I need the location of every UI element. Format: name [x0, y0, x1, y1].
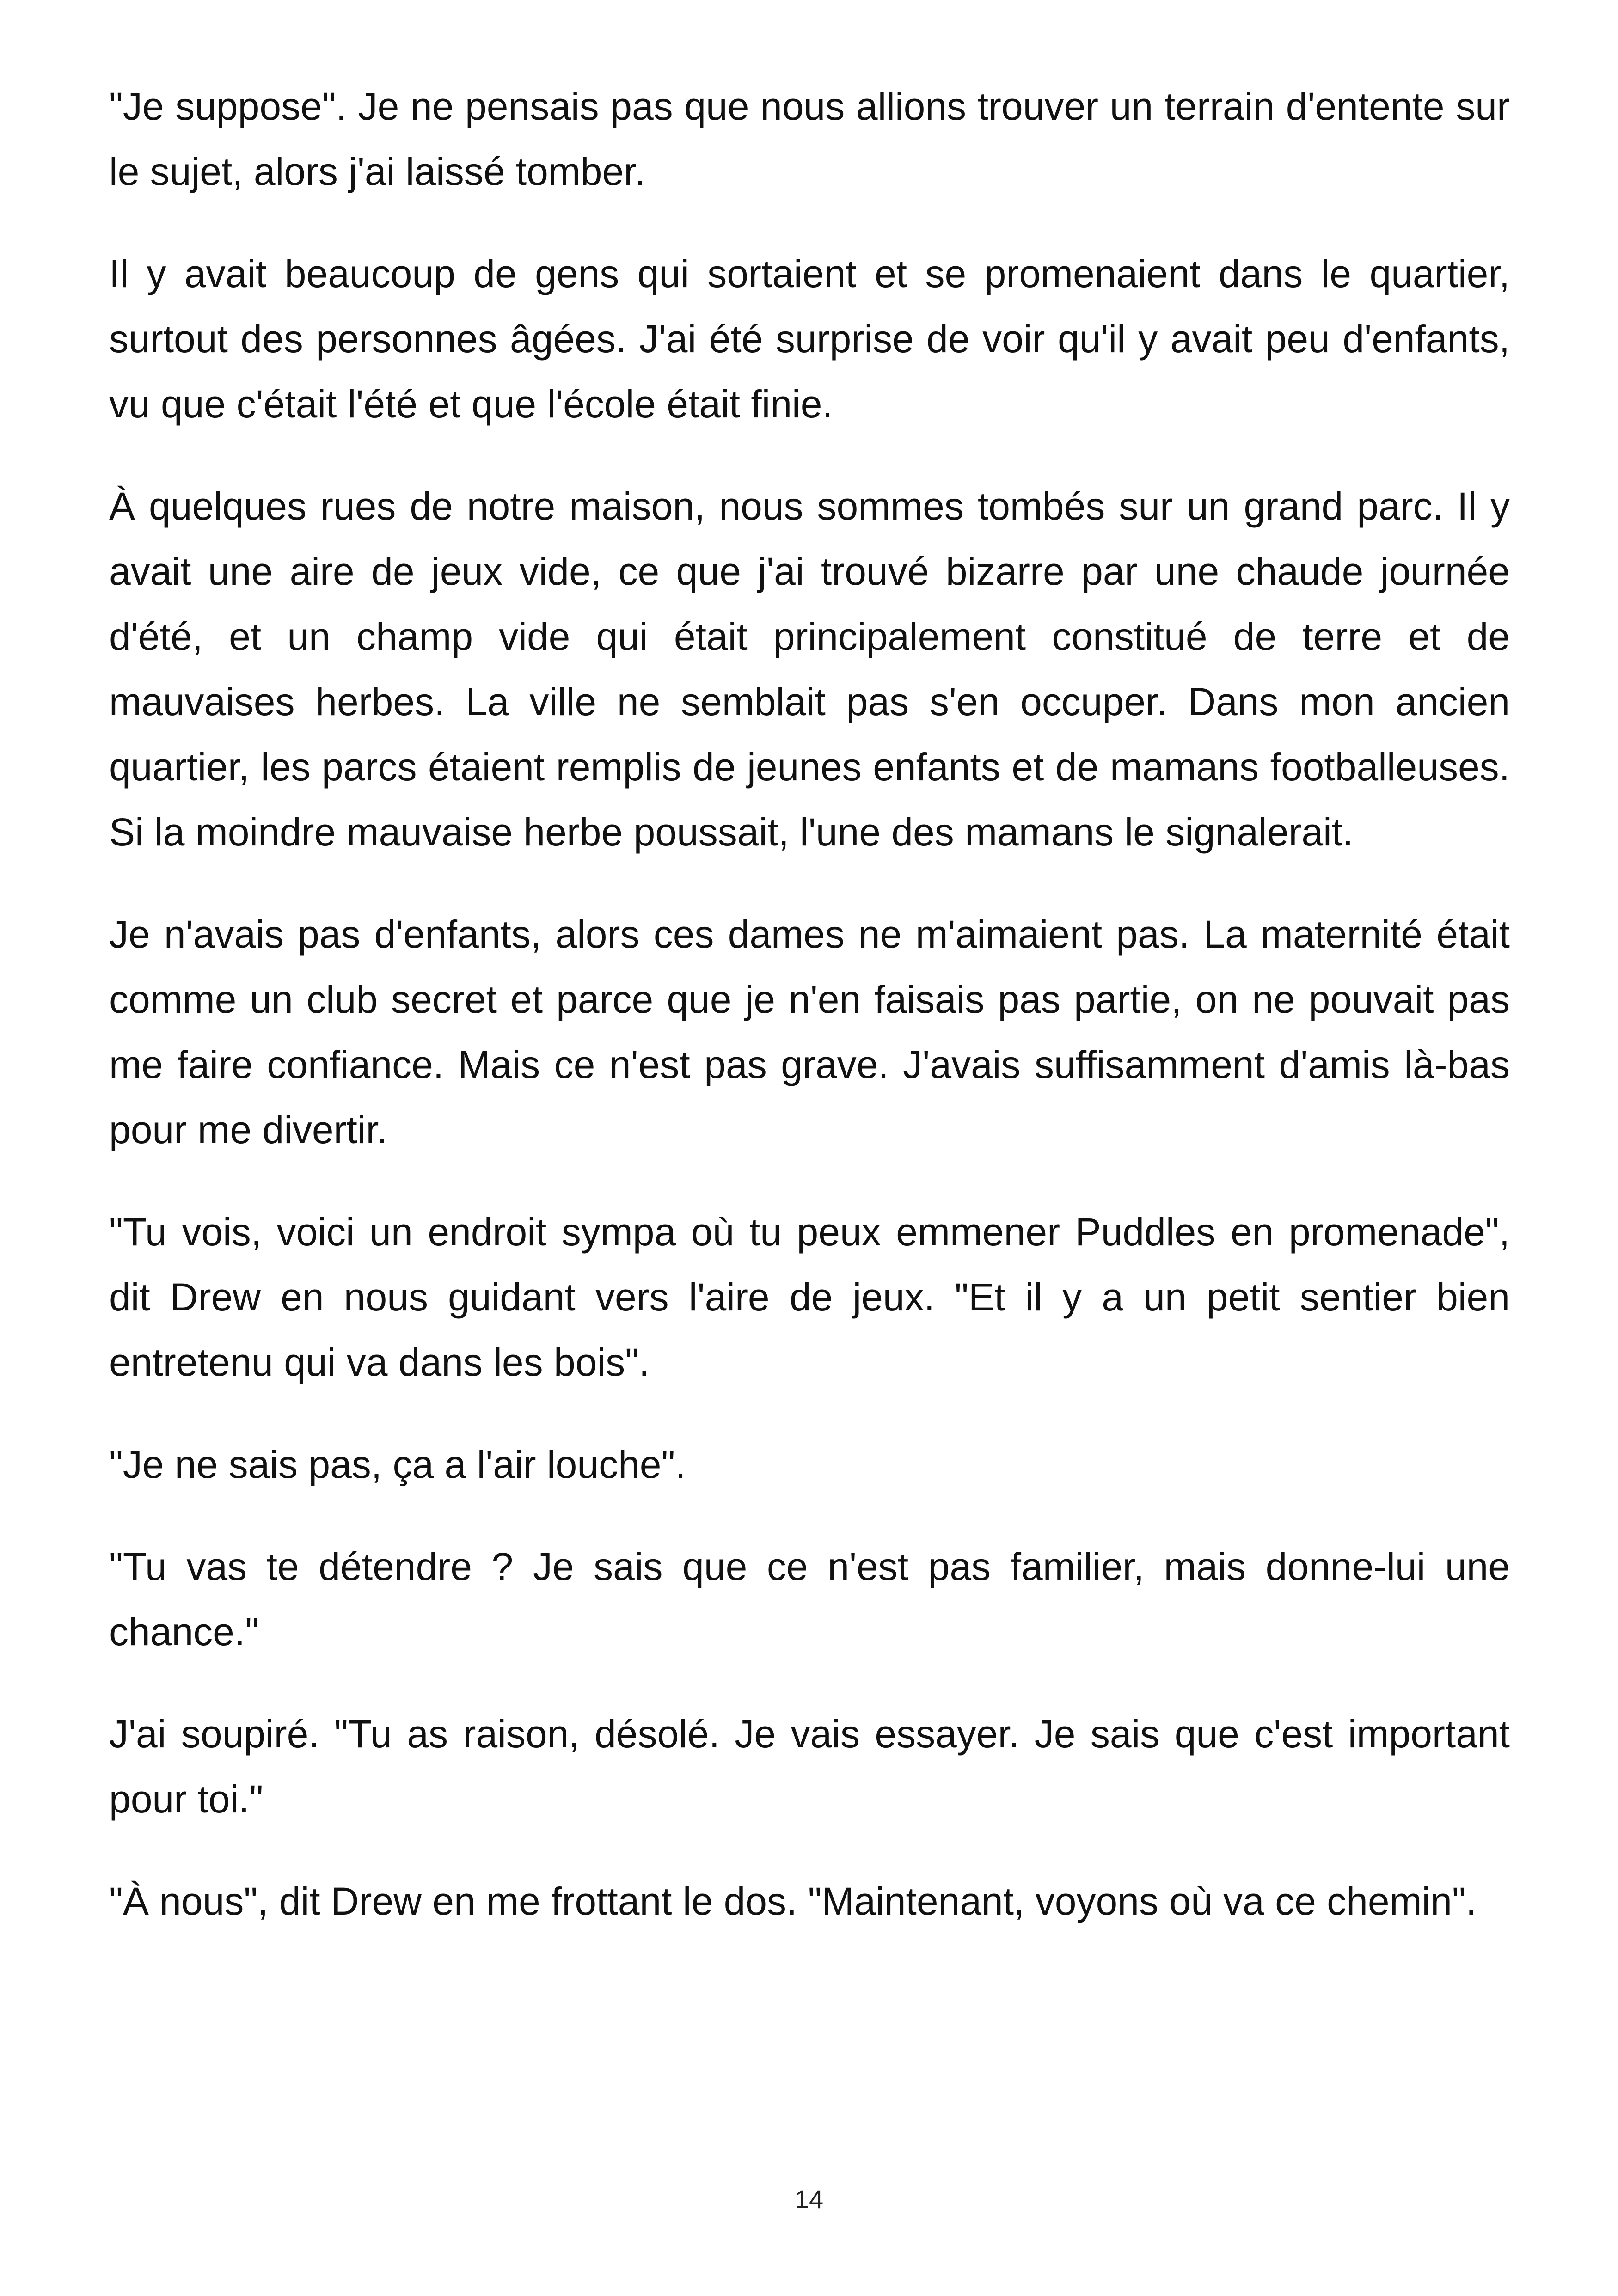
- paragraph: Il y avait beaucoup de gens qui sortaient et se promenaient dans le quartier, surtout des personnes âgées. J'ai été surprise de voir qu'il y avait peu d'enfants, vu que c'était l'été et que l'école était finie.: [109, 252, 1510, 426]
- body-text: [109, 74, 1510, 1971]
- paragraph: J'ai soupiré. "Tu as raison, désolé. Je vais essayer. Je sais que c'est important pour toi.": [109, 1712, 1510, 1821]
- paragraph: "À nous", dit Drew en me frottant le dos. "Maintenant, voyons où va ce chemin".: [109, 1880, 1477, 1923]
- paragraph: Je n'avais pas d'enfants, alors ces dames ne m'aimaient pas. La maternité était comme un club secret et parce que je n'en faisais pas partie, on ne pouvait pas me faire confiance. Mais ce n'est pas grave. J'avais suffisamment d'amis là-bas pour me divertir.: [109, 912, 1510, 1151]
- paragraph: "Je ne sais pas, ça a l'air louche".: [109, 1443, 686, 1486]
- paragraph: À quelques rues de notre maison, nous sommes tombés sur un grand parc. Il y avait une aire de jeux vide, ce que j'ai trouvé bizarre par une chaude journée d'été, et un champ vide qui était principalement constitué de terre et de mauvaises herbes. La ville ne semblait pas s'en occuper. Dans mon ancien quartier, les parcs étaient remplis de jeunes enfants et de mamans footballeuses. Si la moindre mauvaise herbe poussait, l'une des mamans le signalerait.: [109, 484, 1510, 854]
- paragraph: "Tu vas te détendre ? Je sais que ce n'est pas familier, mais donne-lui une chance.": [109, 1545, 1510, 1653]
- page-number: 14: [794, 2185, 824, 2214]
- paragraph: "Je suppose". Je ne pensais pas que nous allions trouver un terrain d'entente sur le sujet, alors j'ai laissé tomber.: [109, 85, 1510, 193]
- paragraph: "Tu vois, voici un endroit sympa où tu peux emmener Puddles en promenade", dit Drew en nous guidant vers l'aire de jeux. "Et il y a un petit sentier bien entretenu qui va dans les bois".: [109, 1210, 1510, 1384]
